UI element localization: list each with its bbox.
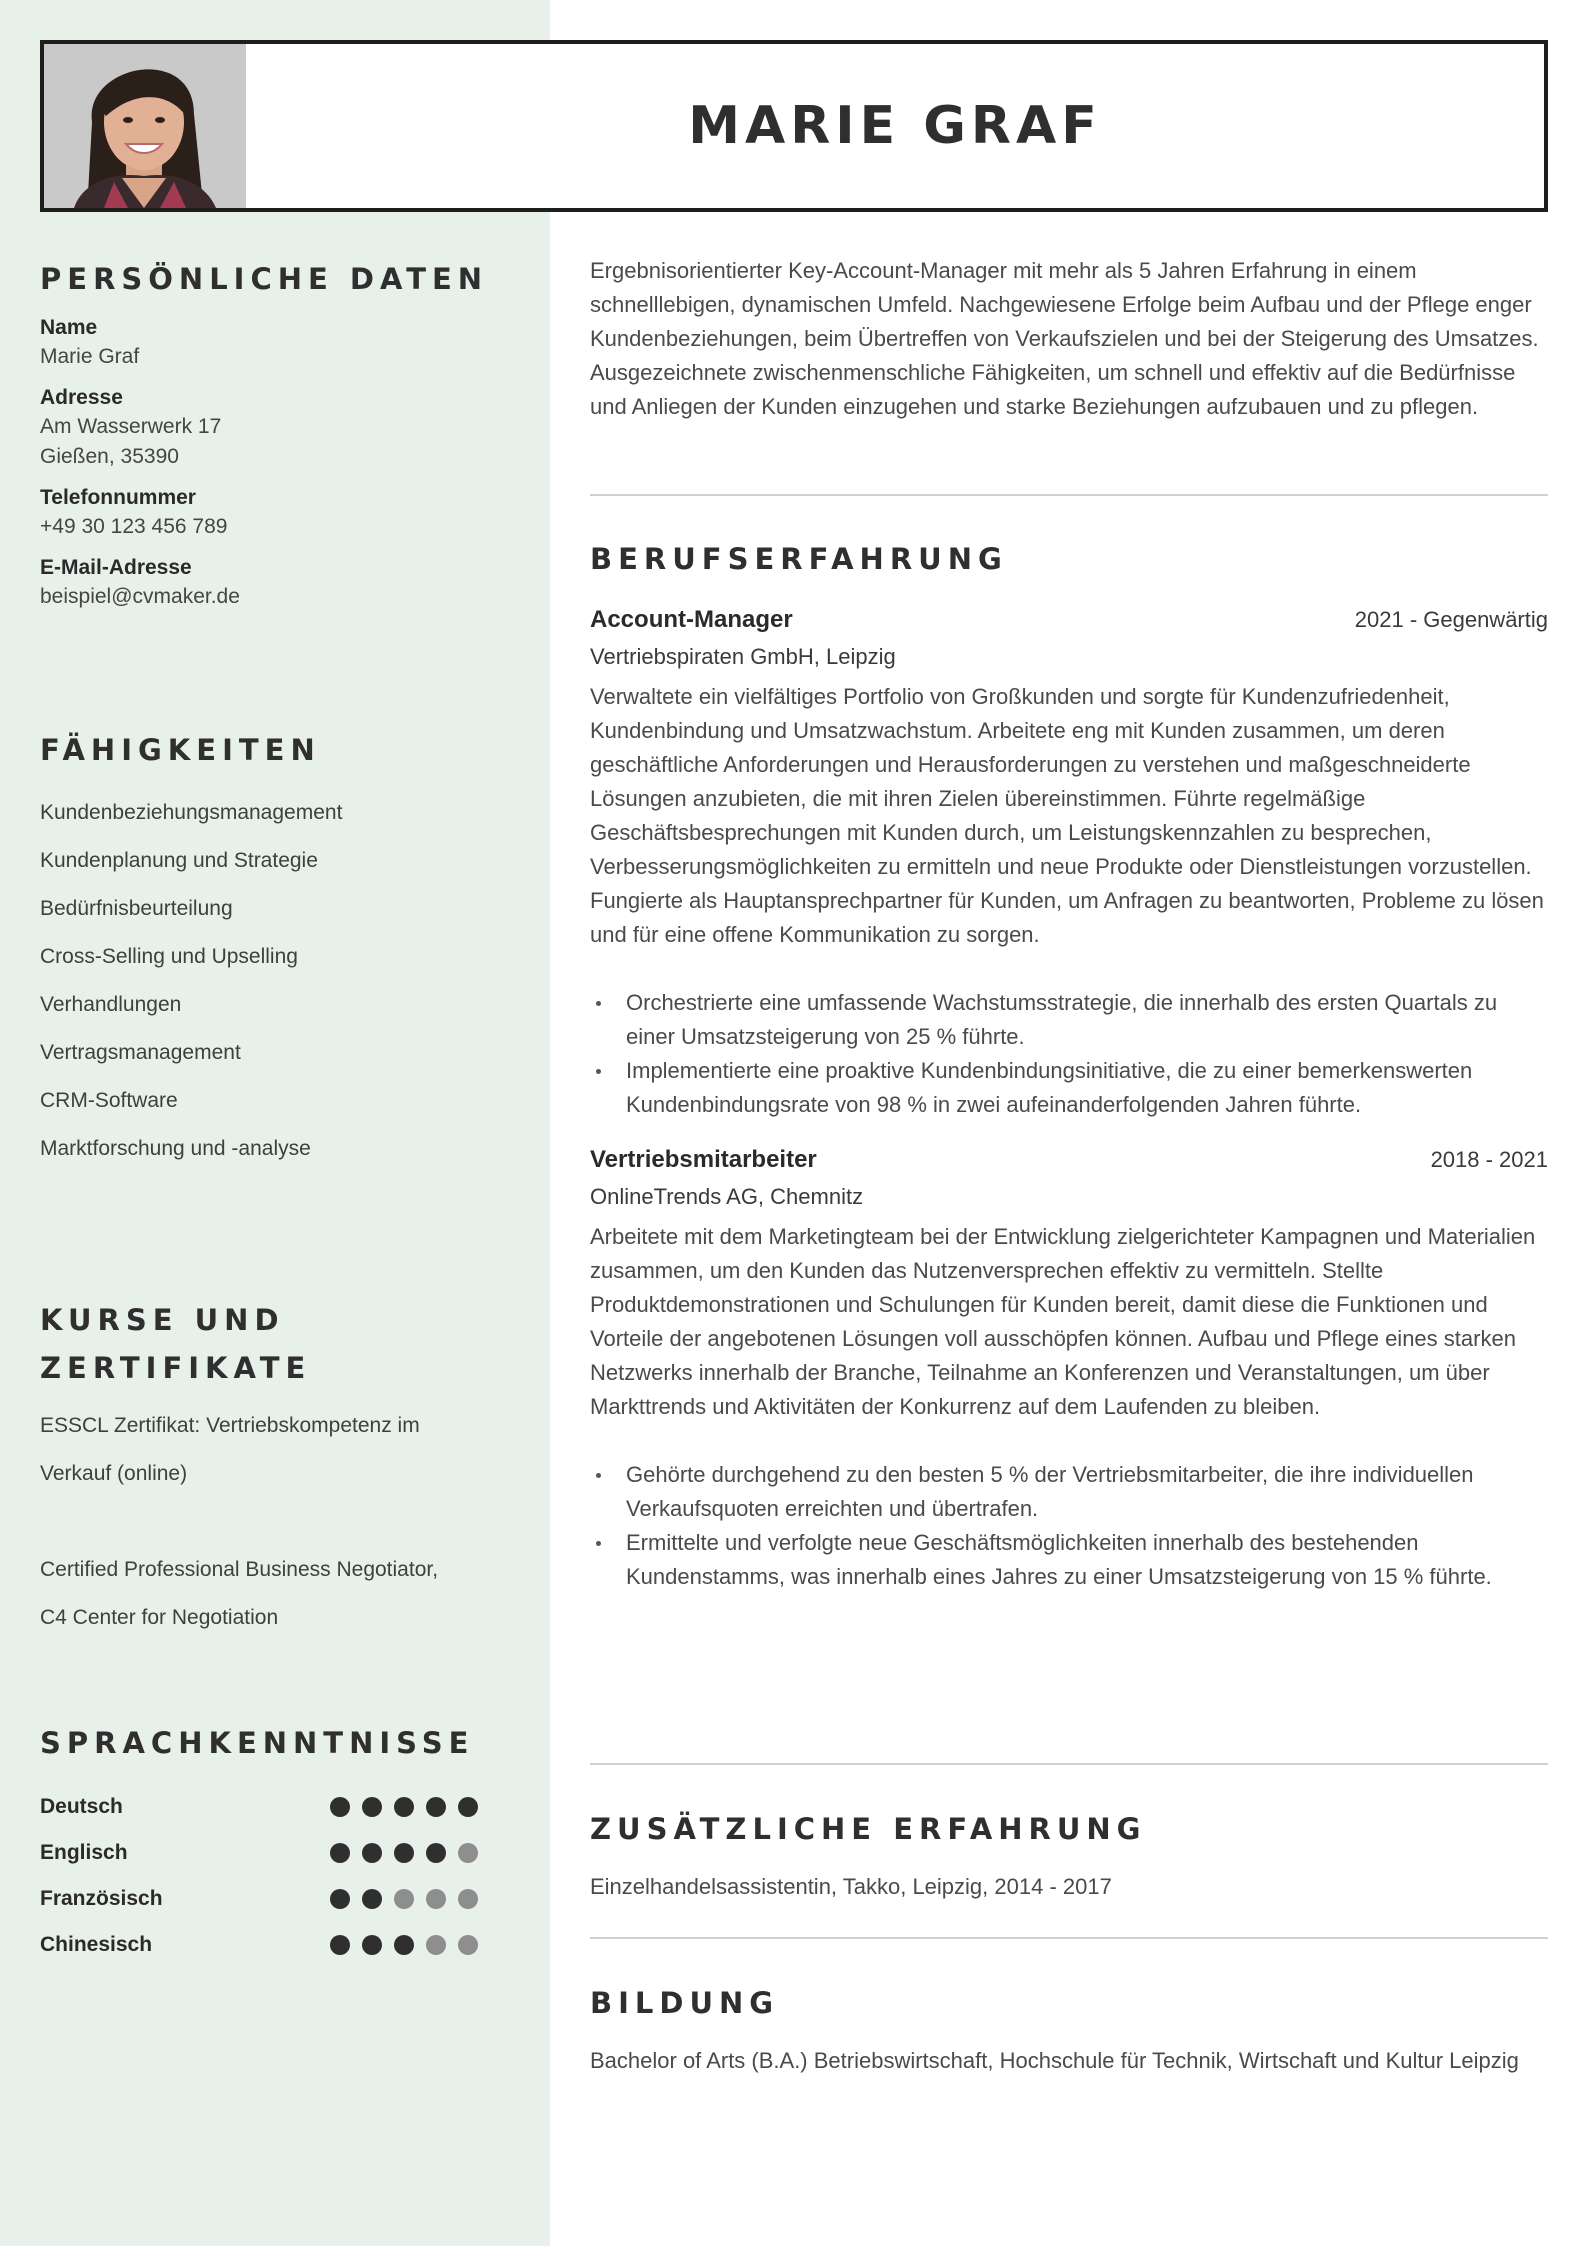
courses-section [40,1296,520,1642]
additional-experience-title: ZUSÄTZLICHE ERFAHRUNG [590,1812,1147,1846]
divider [590,1937,1548,1939]
personal-data-title: PERSÖNLICHE DATEN [40,262,489,296]
language-name: Deutsch [40,1795,123,1818]
language-level-dots [330,1935,478,1955]
skill-item: Vertragsmanagement [40,1041,241,1064]
skills-title: FÄHIGKEITEN [40,733,321,767]
skill-item: Marktforschung und -analyse [40,1137,311,1160]
header [40,40,1548,212]
language-name: Chinesisch [40,1933,153,1956]
language-name: Englisch [40,1841,128,1864]
name-value: Marie Graf [40,345,140,368]
address-line2: Gießen, 35390 [40,445,179,468]
level-dot-filled [330,1935,350,1955]
course-item-line2: Verkauf (online) [40,1462,188,1485]
job-date: 2021 - Gegenwärtig [1354,607,1548,632]
skill-item: Bedürfnisbeurteilung [40,897,233,920]
additional-experience-section [590,1812,1548,1904]
level-dot-empty [426,1935,446,1955]
skills-section [40,733,520,1185]
education-title: BILDUNG [590,1986,780,2020]
experience-section [590,542,1548,1594]
skill-item: Kundenbeziehungsmanagement [40,801,343,824]
level-dot-filled [362,1935,382,1955]
job-date: 2018 - 2021 [1430,1147,1548,1172]
achievement-item: Gehörte durchgehend zu den besten 5 % der Vertriebsmitarbeiter, die ihre individuellen Verkaufsquoten erreichten und übertrafen. [590,1458,1548,1526]
skill-item: Cross-Selling und Upselling [40,945,298,968]
language-row [40,1922,520,1968]
language-row [40,1830,520,1876]
courses-title-line2: ZERTIFIKATE [40,1351,312,1385]
language-name: Französisch [40,1887,163,1910]
profile-photo [44,44,246,208]
level-dot-filled [426,1797,446,1817]
email-value[interactable]: beispiel@cvmaker.de [40,585,240,608]
job-achievements [590,986,1548,1122]
course-item-line1: Certified Professional Business Negotiator, [40,1558,439,1581]
divider [590,494,1548,496]
job-description: Arbeitete mit dem Marketingteam bei der Entwicklung zielgerichteter Kampagnen und Materialien zusammen, um den Kunden das Nutzenversprechen effektiv zu vermitteln. Stellte Produktdemonstrationen und Schulungen für Kunden bereit, damit diese die Funktionen und Vorteile der angebotenen Lösungen voll ausschöpfen können. Aufbau und Pflege eines starken Netzwerks innerhalb der Branche, Teilnahme an Konferenzen und Veranstaltungen, um über Markttrends und Aktivitäten der Konkurrenz auf dem Laufenden zu bleiben. [590,1224,1536,1419]
education-text: Bachelor of Arts (B.A.) Betriebswirtschaft, Hochschule für Technik, Wirtschaft und Kultur Leipzig [590,2048,1519,2073]
job-entry [590,606,1548,1122]
level-dot-filled [394,1797,414,1817]
personal-data-section [40,262,520,612]
level-dot-filled [362,1843,382,1863]
language-level-dots [330,1797,478,1817]
job-company: OnlineTrends AG, Chemnitz [590,1184,864,1209]
level-dot-filled [394,1843,414,1863]
phone-label: Telefonnummer [40,486,196,509]
level-dot-empty [458,1935,478,1955]
course-item-line2: C4 Center for Negotiation [40,1606,279,1629]
language-level-dots [330,1889,478,1909]
achievement-item: Orchestrierte eine umfassende Wachstumsstrategie, die innerhalb des ersten Quartals zu einer Umsatzsteigerung von 25 % führte. [590,986,1548,1054]
job-company: Vertriebspiraten GmbH, Leipzig [590,644,896,669]
email-label: E-Mail-Adresse [40,556,192,579]
skill-item: Verhandlungen [40,993,182,1016]
profile-summary: Ergebnisorientierter Key-Account-Manager mit mehr als 5 Jahren Erfahrung in einem schnelllebigen, dynamischen Umfeld. Nachgewiesene Erfolge beim Aufbau und der Pflege enger Kundenbeziehungen, beim Übertreffen von Verkaufszielen und bei der Steigerung des Umsatzes. Ausgezeichnete zwischenmenschliche Fähigkeiten, um schnell und effektiv auf die Bedürfnisse und Anliegen der Kunden einzugehen und starke Beziehungen aufzubauen und zu pflegen. [590,258,1539,419]
candidate-name: MARIE GRAF [688,96,1102,156]
job-description: Verwaltete ein vielfältiges Portfolio von Großkunden und sorgte für Kundenzufriedenheit, Kundenbindung und Umsatzwachstum. Arbeitete eng mit Kunden zusammen, um deren geschäftliche Anforderungen und Herausforderungen zu verstehen und maßgeschneiderte Lösungen anzubieten, die mit ihren Zielen übereinstimmen. Führte regelmäßige Geschäftsbesprechungen mit Kunden durch, um Leistungskennzahlen zu besprechen, Verbesserungsmöglichkeiten zu ermitteln und neue Produkte oder Dienstleistungen vorzustellen. Fungierte als Hauptansprechpartner für Kunden, um Anfragen zu beantworten, Probleme zu lösen und für eine offene Kommunikation zu sorgen. [590,684,1544,947]
education-section [590,1986,1548,2078]
level-dot-filled [458,1797,478,1817]
additional-experience-text: Einzelhandelsassistentin, Takko, Leipzig, 2014 - 2017 [590,1874,1112,1899]
name-label: Name [40,316,98,339]
level-dot-empty [458,1889,478,1909]
achievement-item: Implementierte eine proaktive Kundenbindungsinitiative, die zu einer bemerkenswerten Kundenbindungsrate von 98 % in zwei aufeinanderfolgenden Jahren führte. [590,1054,1548,1122]
level-dot-empty [426,1889,446,1909]
experience-title: BERUFSERFAHRUNG [590,542,1008,576]
skill-item: Kundenplanung und Strategie [40,849,318,872]
level-dot-filled [330,1797,350,1817]
achievement-item: Ermittelte und verfolgte neue Geschäftsmöglichkeiten innerhalb des bestehenden Kundenstamms, was innerhalb eines Jahres zu einer Umsatzsteigerung von 15 % führte. [590,1526,1548,1594]
job-title: Vertriebsmitarbeiter [590,1146,817,1173]
divider [590,1763,1548,1765]
address-line1: Am Wasserwerk 17 [40,415,222,438]
level-dot-filled [394,1935,414,1955]
language-row [40,1784,520,1830]
address-label: Adresse [40,386,123,409]
languages-title: SPRACHKENNTNISSE [40,1726,475,1760]
language-row [40,1876,520,1922]
job-title: Account-Manager [590,606,793,633]
phone-value: +49 30 123 456 789 [40,515,228,538]
level-dot-filled [362,1797,382,1817]
job-entry [590,1146,1548,1594]
level-dot-filled [330,1889,350,1909]
skill-item: CRM-Software [40,1089,178,1112]
language-level-dots [330,1843,478,1863]
level-dot-filled [426,1843,446,1863]
level-dot-empty [394,1889,414,1909]
level-dot-filled [362,1889,382,1909]
course-item-line1: ESSCL Zertifikat: Vertriebskompetenz im [40,1414,420,1437]
level-dot-filled [330,1843,350,1863]
courses-title-line1: KURSE UND [40,1303,285,1337]
job-achievements [590,1458,1548,1594]
summary-section [590,254,1548,424]
level-dot-empty [458,1843,478,1863]
languages-section [40,1726,520,1968]
